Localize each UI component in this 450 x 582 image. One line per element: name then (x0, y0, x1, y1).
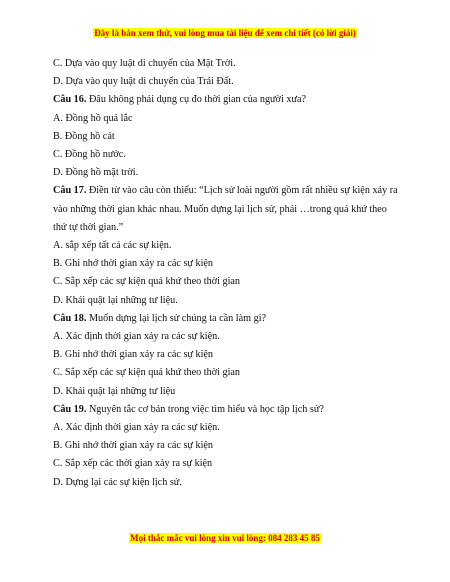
question-19 (53, 401, 398, 419)
option-line: B. Đồng hồ cát (53, 130, 115, 142)
document-body (53, 55, 398, 492)
preview-notice-banner (0, 28, 450, 38)
contact-notice-banner (0, 533, 450, 543)
question-text: Điền từ vào câu còn thiếu: “Lịch sử loài người gồm rất nhiều sự kiện xảy ra vào những thời gian khác nhau. Muốn dựng lại lịch sử, phải …trong quá khứ theo thứ tự thời gian.” (53, 185, 398, 233)
question-18 (53, 310, 398, 328)
option-line: D. Khái quật lại những tư liệu (53, 385, 176, 397)
option-line: A. Xác định thời gian xảy ra các sự kiện. (53, 331, 220, 343)
question-17 (53, 182, 398, 237)
question-number: Câu 19. (53, 403, 87, 415)
option-line: C. Sắp xếp các sự kiện quá khứ theo thời gian (53, 367, 241, 379)
option-line: A. sắp xếp tất cả các sự kiện. (53, 240, 172, 252)
option-line: B. Ghi nhớ thời gian xảy ra các sự kiện (53, 349, 214, 361)
option-line: B. Ghi nhớ thời gian xảy ra các sự kiện (53, 258, 214, 270)
question-16 (53, 91, 398, 109)
option-line: C. Sắp xếp các sự kiện quá khứ theo thời gian (53, 276, 241, 288)
question-number: Câu 16. (53, 94, 87, 106)
option-line: D. Khái quật lại những tư liệu. (53, 294, 178, 306)
option-line: D. Dựng lại các sự kiện lịch sử. (53, 476, 182, 488)
question-number: Câu 17. (53, 185, 87, 197)
question-text: Muốn dựng lại lịch sử chúng ta cần làm gì? (86, 312, 267, 324)
option-line: A. Xác định thời gian xảy ra các sự kiện. (53, 422, 220, 434)
option-line: C. Sắp xếp các thời gian xảy ra sự kiện (53, 458, 213, 470)
question-text: Nguyên tắc cơ bản trong việc tìm hiểu và học tập lịch sử? (86, 403, 324, 415)
question-text: Đâu không phải dụng cụ đo thời gian của người xưa? (86, 94, 306, 106)
option-line: B. Ghi nhớ thời gian xảy ra các sự kiện (53, 440, 214, 452)
contact-notice-text: Mọi thắc mắc vui lòng xin vui lòng: 084 283 45 85 (130, 533, 320, 543)
option-line: C. Dựa vào quy luật di chuyển của Mặt Trời. (53, 58, 236, 69)
option-line: D. Đồng hồ mặt trời. (53, 167, 139, 179)
option-line: A. Đồng hồ quả lắc (53, 112, 133, 124)
option-line: C. Đồng hồ nước. (53, 149, 126, 161)
question-number: Câu 18. (53, 312, 87, 324)
preview-notice-text: Đây là bản xem thử, vui lòng mua tài liệu để xem chi tiết (có lời giải) (94, 28, 356, 38)
option-line: D. Dựa vào quy luật di chuyển của Trái Đất. (53, 76, 234, 88)
